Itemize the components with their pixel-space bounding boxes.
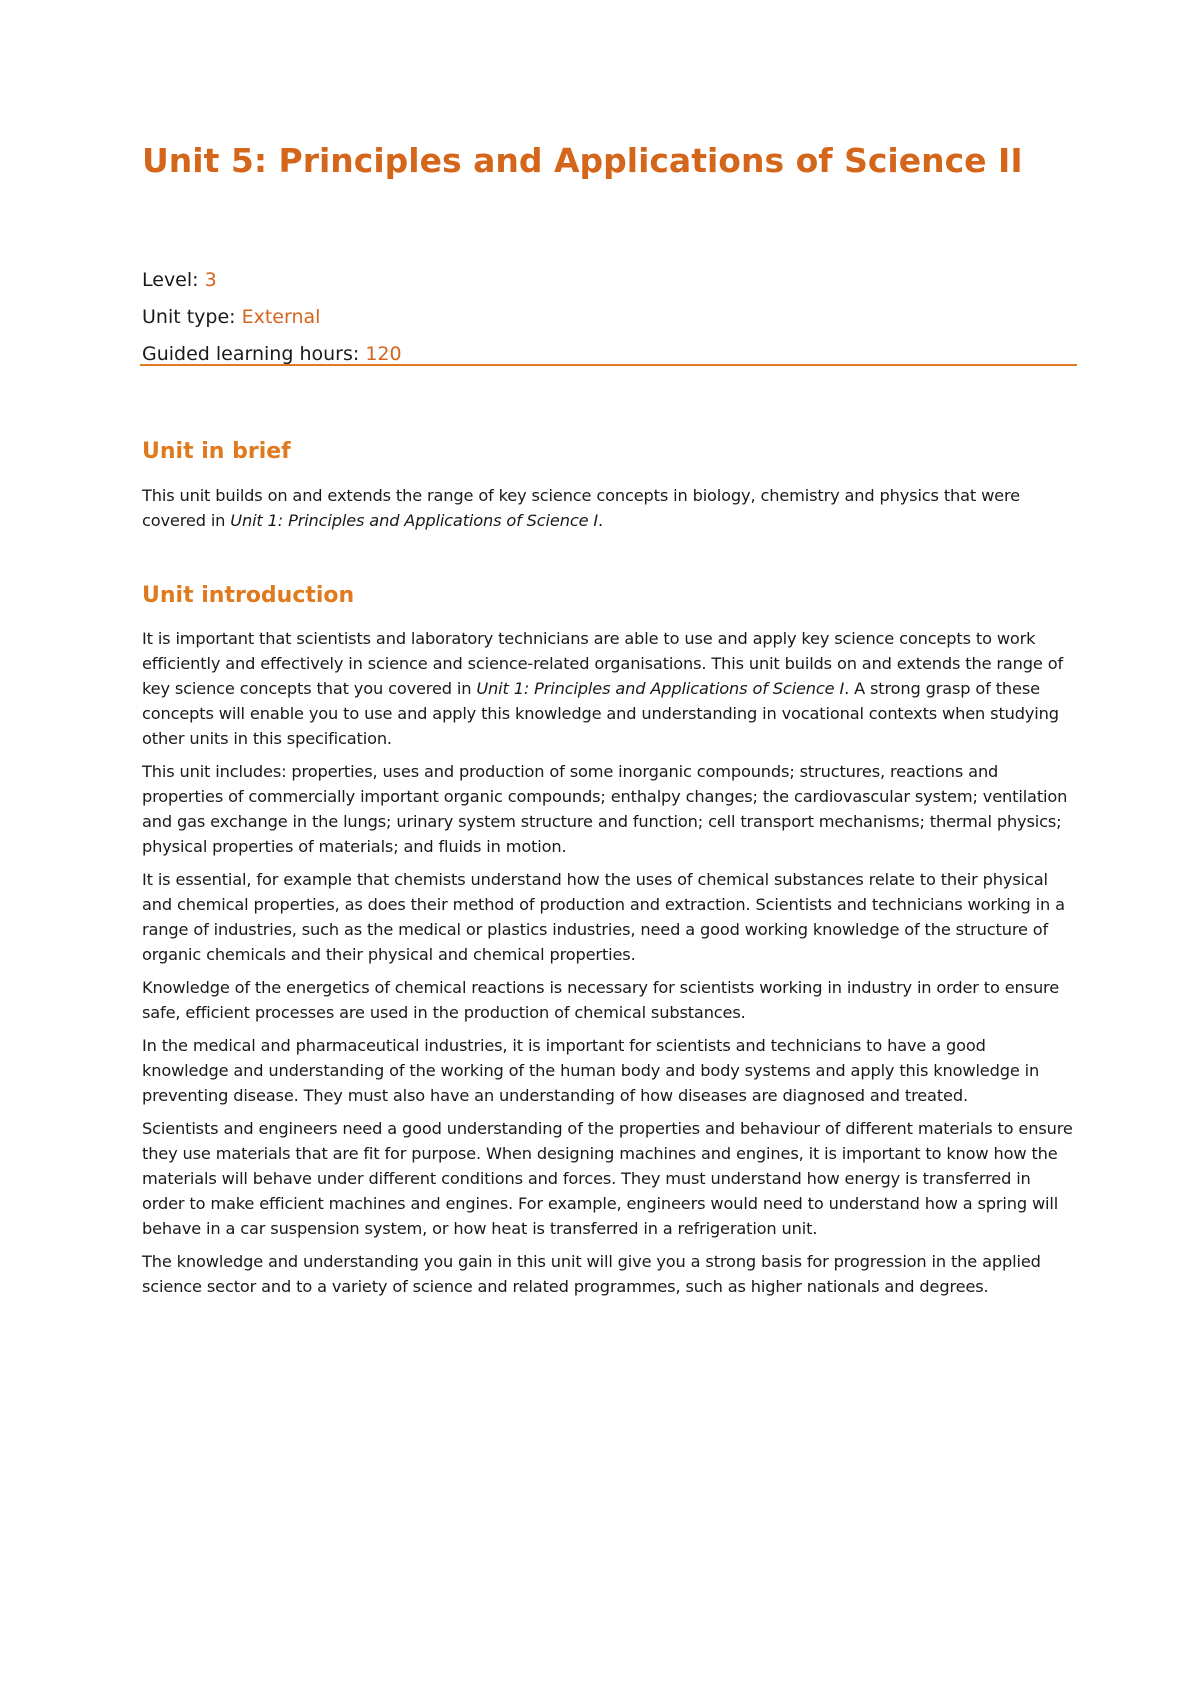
intro-paragraph-7: The knowledge and understanding you gain in this unit will give you a strong basis for progression in the applied science sector and to a variety of science and related programmes, such as higher nationals and degrees. [142, 1252, 1041, 1296]
glh-row [142, 336, 1077, 373]
intro-p1-unit-reference: Unit 1: Principles and Applications of Science I [476, 679, 845, 698]
unit-type-label: Unit type: [142, 306, 242, 328]
intro-p1-text: It is important that scientists and laboratory technicians are able to use and apply key science concepts to work efficiently and effectively in science and science-related organisations. This unit builds on and extends the range of key science concepts that you covered in [142, 629, 1064, 698]
intro-paragraph-2: This unit includes: properties, uses and production of some inorganic compounds; structures, reactions and properties of commercially important organic compounds; enthalpy changes; the cardiovascular system; ventilation and gas exchange in the lungs; urinary system structure and function; cell transport mechanisms; thermal physics; physical properties of materials; and fluids in motion. [142, 762, 1068, 856]
unit-meta [142, 262, 1077, 373]
unit-in-brief-body [142, 483, 1077, 541]
intro-paragraph-4: Knowledge of the energetics of chemical reactions is necessary for scientists working in industry in order to ensure safe, efficient processes are used in the production of chemical substances. [142, 978, 1060, 1022]
intro-paragraph-1 [142, 626, 1077, 751]
level-label: Level: [142, 269, 205, 291]
page-title: Unit 5: Principles and Applications of Science II [142, 141, 1023, 180]
unit-type-value: External [241, 306, 321, 328]
glh-value: 120 [365, 343, 402, 365]
unit-type-row [142, 299, 1077, 336]
glh-label: Guided learning hours: [142, 343, 366, 365]
intro-paragraph-6: Scientists and engineers need a good understanding of the properties and behaviour of different materials to ensure they use materials that are fit for purpose. When designing machines and engines, it is important to know how the materials will behave under different conditions and forces. They must understand how energy is transferred in order to make efficient machines and engines. For example, engineers would need to understand how a spring will behave in a car suspension system, or how heat is transferred in a refrigeration unit. [142, 1119, 1073, 1238]
unit-introduction-heading: Unit introduction [142, 583, 355, 608]
intro-paragraph-3: It is essential, for example that chemists understand how the uses of chemical substances relate to their physical and chemical properties, as does their method of production and extraction. Scientists and technicians working in a range of industries, such as the medical or plastics industries, need a good working knowledge of the structure of organic chemicals and their physical and chemical properties. [142, 870, 1065, 964]
level-row [142, 262, 1077, 299]
header-divider [140, 364, 1077, 366]
intro-p1-text-end: . A strong grasp of these concepts will enable you to use and apply this knowledge and understanding in vocational contexts when studying other units in this specification. [142, 679, 1059, 748]
intro-paragraph-5: In the medical and pharmaceutical industries, it is important for scientists and technicians to have a good knowledge and understanding of the working of the human body and body systems and apply this knowledge in preventing disease. They must also have an understanding of how diseases are diagnosed and treated. [142, 1036, 1040, 1105]
brief-unit-reference: Unit 1: Principles and Applications of Science I [230, 511, 599, 530]
brief-text: This unit builds on and extends the range of key science concepts in biology, chemistry and physics that were covered in [142, 486, 1020, 530]
brief-paragraph [142, 483, 1077, 533]
brief-text-end: . [598, 511, 604, 530]
unit-introduction-body [142, 626, 1077, 1307]
level-value: 3 [204, 269, 217, 291]
unit-in-brief-heading: Unit in brief [142, 439, 291, 464]
